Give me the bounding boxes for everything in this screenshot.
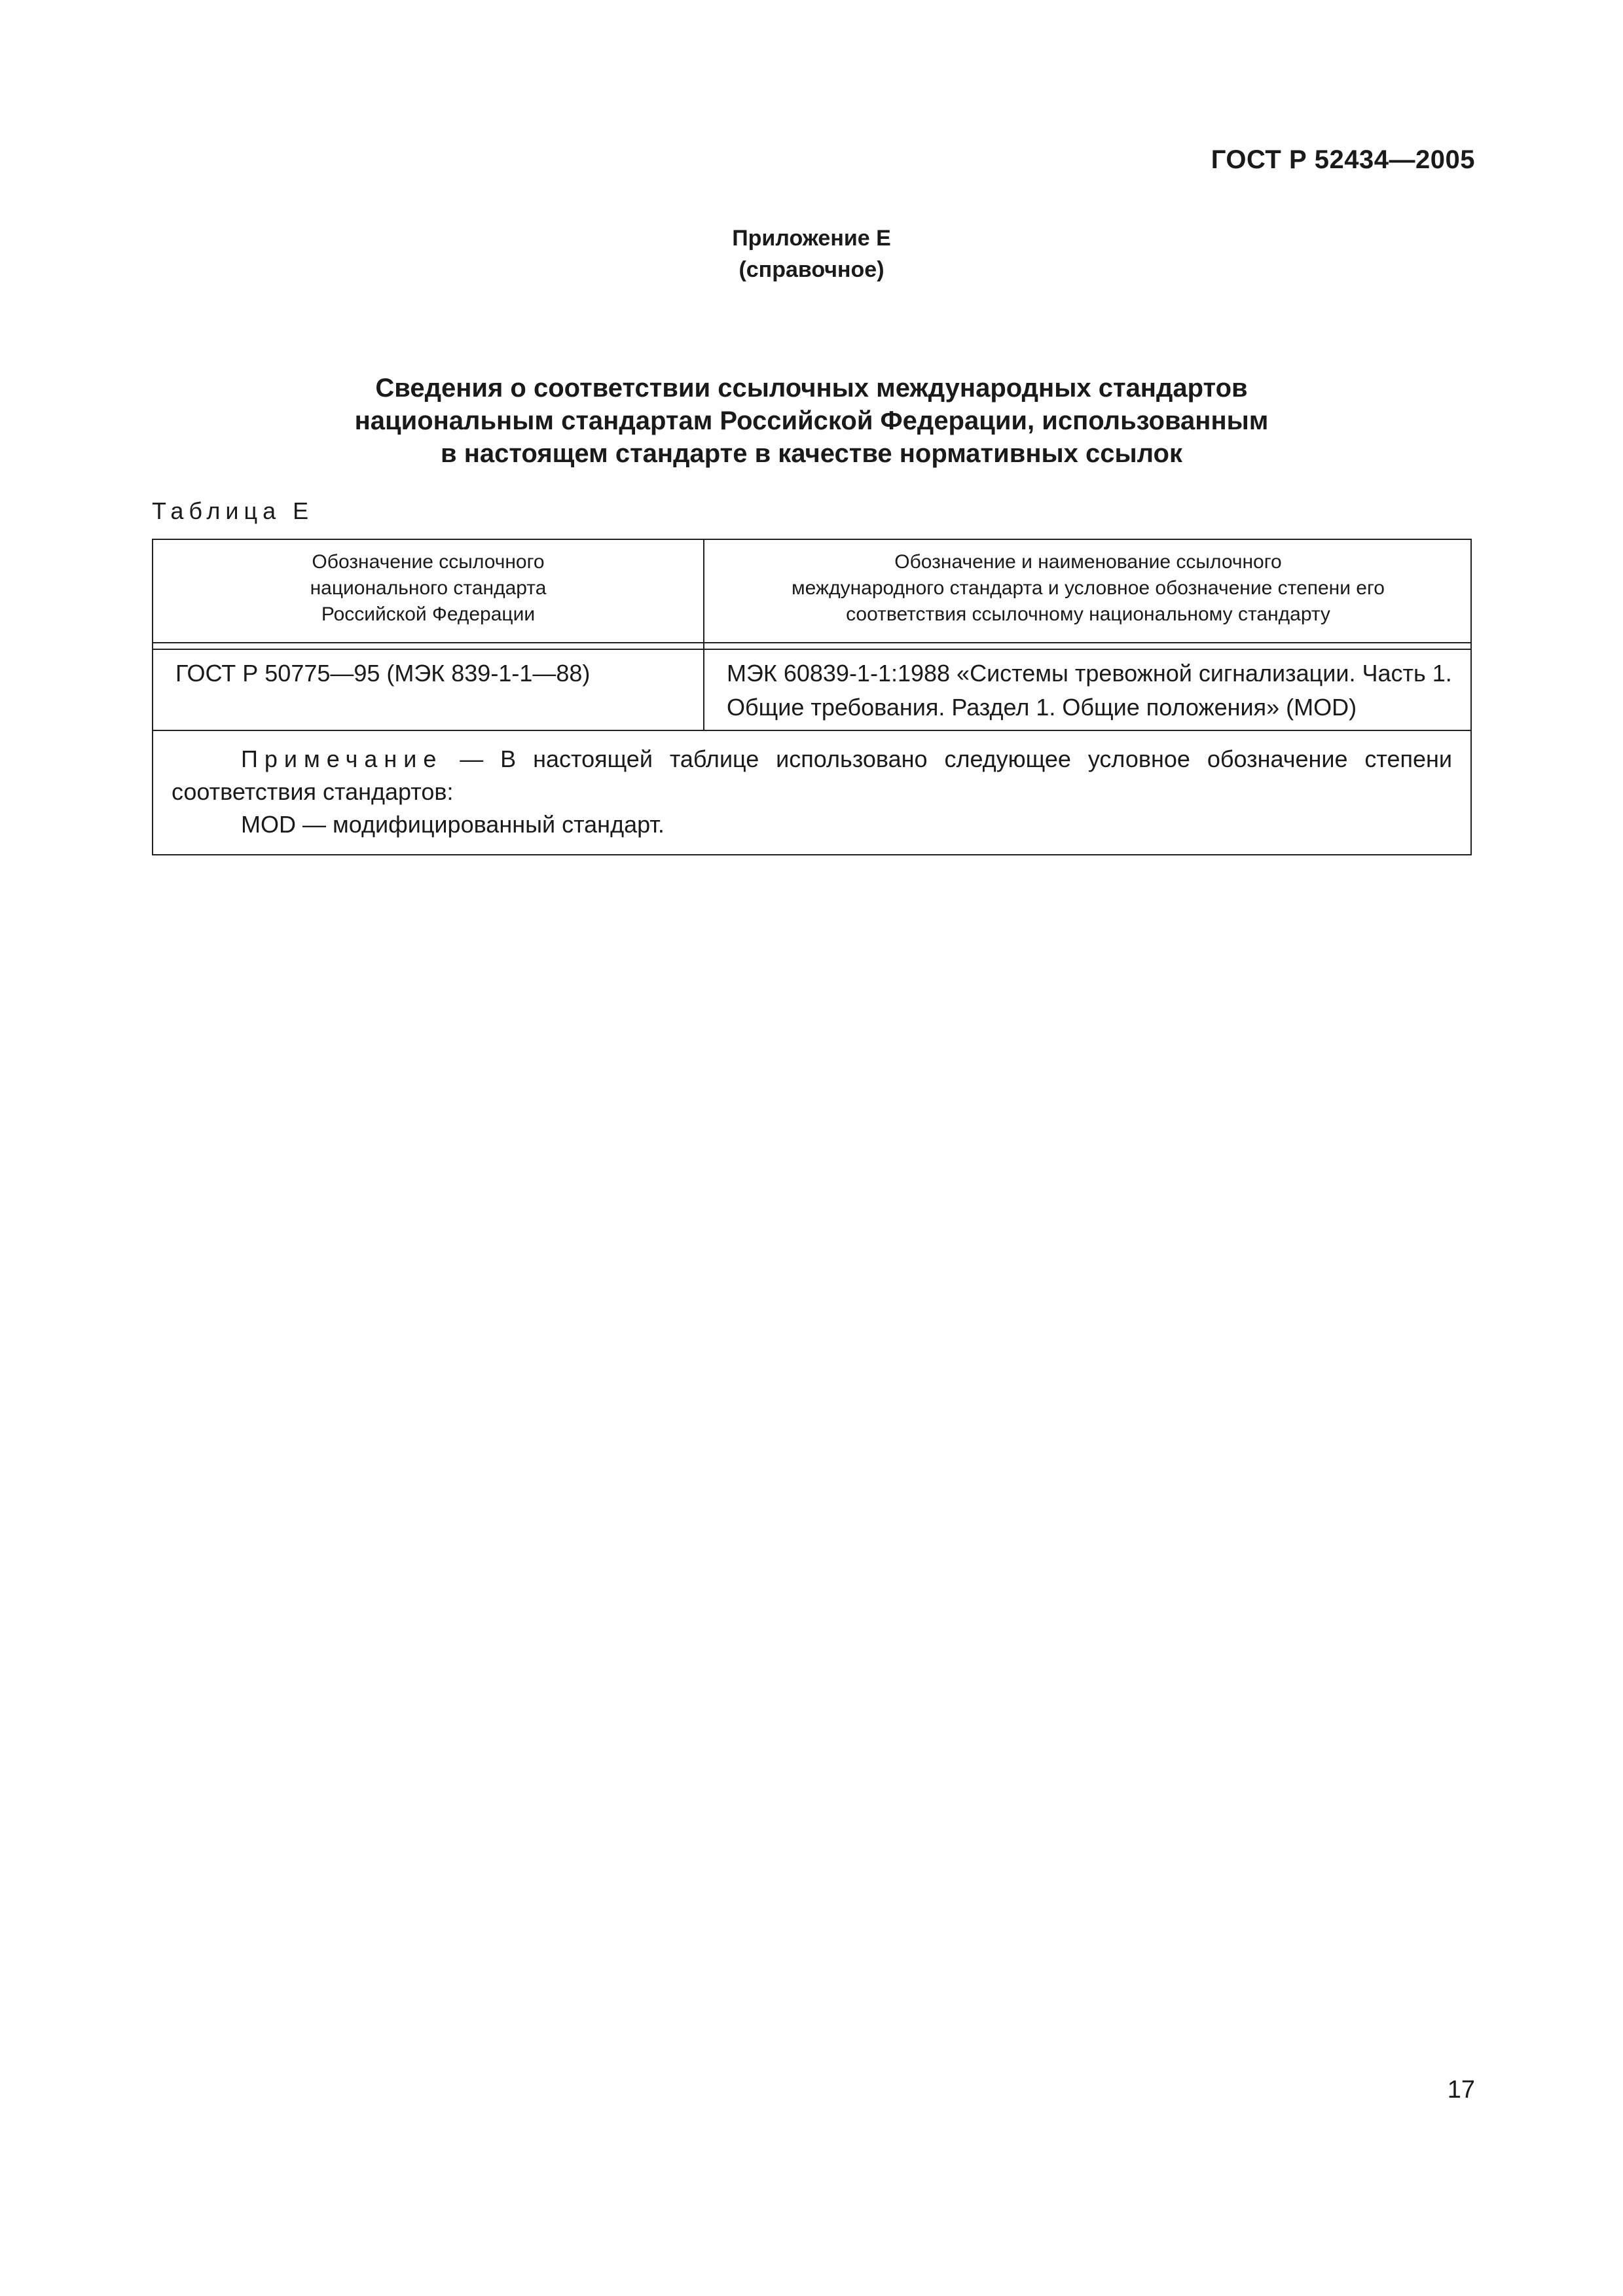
cell-text: МЭК 60839-1-1:1988 «Системы тревожной сигнализации. Часть 1. (727, 660, 1452, 687)
header-divider (153, 642, 1470, 643)
appendix-heading (0, 223, 1623, 285)
appendix-title: Приложение Е (732, 226, 891, 251)
table-cell-international (727, 656, 1460, 725)
column-header-national (153, 549, 703, 628)
section-title-line: национальным стандартам Российской Федерации, использованным (354, 406, 1269, 435)
header-line: международного стандарта и условное обозначение степени его (792, 577, 1385, 599)
header-line: Российской Федерации (321, 603, 536, 625)
note-line: MOD — модифицированный стандарт. (241, 811, 665, 838)
row-divider (153, 730, 1470, 731)
section-title-line: Сведения о соответствии ссылочных международных стандартов (375, 374, 1248, 403)
note-text: — В настоящей таблице использовано следующее условное обозначение степени (443, 745, 1452, 772)
document-code: ГОСТ Р 52434—2005 (1211, 145, 1475, 174)
header-divider (153, 649, 1470, 650)
table-cell-national (175, 656, 693, 691)
header-line: Обозначение ссылочного (312, 551, 545, 573)
section-title-line: в настоящем стандарте в качестве нормативных ссылок (441, 439, 1182, 468)
table-caption: Таблица Е (152, 497, 314, 524)
section-title (0, 372, 1623, 470)
appendix-type: (справочное) (739, 257, 884, 282)
header-line: соответствия ссылочному национальному стандарту (846, 603, 1330, 625)
note-line (172, 743, 1452, 776)
column-header-international (704, 549, 1472, 628)
header-line: национального стандарта (310, 577, 547, 599)
correspondence-table (152, 539, 1472, 855)
cell-text: Общие требования. Раздел 1. Общие положения» (MOD) (727, 694, 1357, 721)
cell-text: ГОСТ Р 50775—95 (МЭК 839-1-1—88) (175, 660, 591, 687)
page-number: 17 (1447, 2076, 1475, 2104)
header-line: Обозначение и наименование ссылочного (894, 551, 1282, 573)
note-label: Примечание (241, 745, 443, 772)
note-line: соответствия стандартов: (172, 778, 454, 805)
table-note (172, 743, 1452, 841)
